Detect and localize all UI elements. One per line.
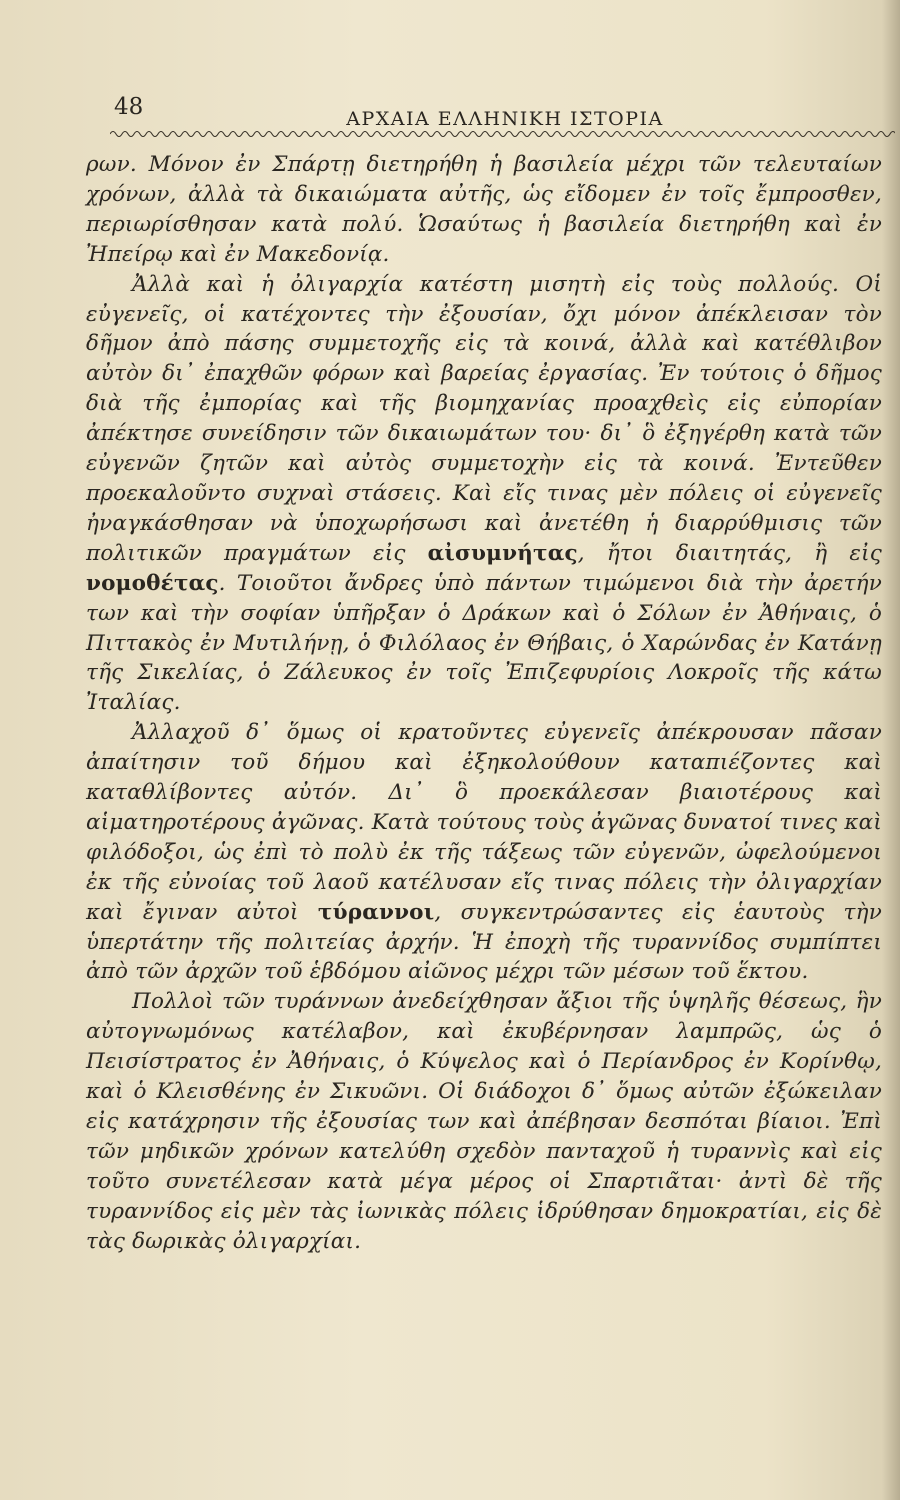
- page-number: 48: [114, 94, 144, 120]
- text-run: , ἤτοι διαιτητάς, ἢ εἰς: [577, 540, 883, 566]
- term-aisymnetes: αἰσυμνήτας: [427, 540, 578, 566]
- running-title: ΑΡΧΑΙΑ ΕΛΛΗΝΙΚΗ ΙΣΤΟΡΙΑ: [346, 108, 664, 130]
- page-edge-shadow: [882, 0, 900, 1500]
- ornamental-wavy-rule: [110, 128, 895, 140]
- paragraph-1: [86, 150, 882, 270]
- text-run: Πολλοὶ τῶν τυράννων ἀνεδείχθησαν ἄξιοι τῆς ὑψηλῆς θέσεως, ἣν αὐτογνωμόνως κατέλαβον, καὶ ἐκυβέρνησαν λαμπρῶς, ὡς ὁ Πεισίστρατος ἐν Ἀθήναις, ὁ Κύψελος καὶ ὁ Περίανδρος ἐν Κορίνθῳ, καὶ ὁ Κλεισθένης ἐν Σικυῶνι. Οἱ διάδοχοι δ᾽ ὅμως αὐτῶν ἐξώκειλαν εἰς κατάχρησιν τῆς ἐξουσίας των καὶ ἀπέβησαν δεσπόται βίαιοι. Ἐπὶ τῶν μηδικῶν χρόνων κατελύθη σχεδὸν πανταχοῦ ἡ τυραννὶς καὶ εἰς τοῦτο συνετέλεσαν κατὰ μέγα μέρος οἱ Σπαρτιᾶται· ἀντὶ δὲ τῆς τυραννίδος εἰς μὲν τὰς ἰωνικὰς πόλεις ἱδρύθησαν δημοκρατίαι, εἰς δὲ τὰς δωρικὰς ὀλιγαρχίαι.: [86, 989, 882, 1254]
- paragraph-2: [86, 270, 882, 719]
- paragraph-3: [86, 718, 882, 987]
- text-run: Ἀλλαχοῦ δ᾽ ὅμως οἱ κρατοῦντες εὐγενεῖς ἀπέκρουσαν πᾶσαν ἀπαίτησιν τοῦ δήμου καὶ ἐξηκολούθουν καταπιέζοντες καὶ καταθλίβοντες αὐτόν. Δι᾽ ὃ προεκάλεσαν βιαιοτέρους καὶ αἱματηροτέρους ἀγῶνας. Κατὰ τούτους τοὺς ἀγῶνας δυνατοί τινες καὶ φιλόδοξοι, ὡς ἐπὶ τὸ πολὺ ἐκ τῆς τάξεως τῶν εὐγενῶν, ὠφελούμενοι ἐκ τῆς εὐνοίας τοῦ λαοῦ κατέλυσαν εἴς τινας πόλεις τὴν ὀλιγαρχίαν καὶ ἔγιναν αὐτοὶ: [86, 720, 882, 925]
- term-nomothetes: νομοθέτας: [86, 570, 219, 596]
- text-run: Ἀλλὰ καὶ ἡ ὀλιγαρχία κατέστη μισητὴ εἰς τοὺς πολλούς. Οἱ εὐγενεῖς, οἱ κατέχοντες τὴν ἐξουσίαν, ὄχι μόνον ἀπέκλεισαν τὸν δῆμον ἀπὸ πάσης συμμετοχῆς εἰς τὰ κοινά, ἀλλὰ καὶ κατέθλιβον αὐτὸν δι᾽ ἐπαχθῶν φόρων καὶ βαρείας ἐργασίας. Ἐν τούτοις ὁ δῆμος διὰ τῆς ἐμπορίας καὶ τῆς βιομηχανίας προαχθεὶς εἰς εὐπορίαν ἀπέκτησε συνείδησιν τῶν δικαιωμάτων του· δι᾽ ὃ ἐξηγέρθη κατὰ τῶν εὐγενῶν ζητῶν καὶ αὐτὸς συμμετοχὴν εἰς τὰ κοινά. Ἐντεῦθεν προεκαλοῦντο συχναὶ στάσεις. Καὶ εἴς τινας μὲν πόλεις οἱ εὐγενεῖς ἠναγκάσθησαν νὰ ὑποχωρήσωσι καὶ ἀνετέθη ἡ διαρρύθμισις τῶν πολιτικῶν πραγμάτων εἰς: [86, 271, 882, 566]
- text-run: ρων. Μόνον ἐν Σπάρτῃ διετηρήθη ἡ βασιλεία μέχρι τῶν τελευταίων χρόνων, ἀλλὰ τὰ δικαιώματα αὐτῆς, ὡς εἴδομεν ἐν τοῖς ἔμπροσθεν, περιωρίσθησαν κατὰ πολύ. Ὡσαύτως ἡ βασιλεία διετηρήθη καὶ ἐν Ἠπείρῳ καὶ ἐν Μακεδονίᾳ.: [86, 152, 882, 267]
- main-text: [86, 150, 882, 1257]
- text-run: . Τοιοῦτοι ἄνδρες ὑπὸ πάντων τιμώμενοι διὰ τὴν ἀρετήν των καὶ τὴν σοφίαν ὑπῆρξαν ὁ Δράκων καὶ ὁ Σόλων ἐν Ἀθήναις, ὁ Πιττακὸς ἐν Μυτιλήνῃ, ὁ Φιλόλαος ἐν Θήβαις, ὁ Χαρώνδας ἐν Κατάνῃ τῆς Σικελίας, ὁ Ζάλευκος ἐν τοῖς Ἐπιζεφυρίοις Λοκροῖς τῆς κάτω Ἰταλίας.: [86, 570, 882, 716]
- text-run: , συγκεντρώσαντες εἰς ἑαυτοὺς τὴν ὑπερτάτην τῆς πολιτείας ἀρχήν. Ἡ ἐποχὴ τῆς τυραννίδος συμπίπτει ἀπὸ τῶν ἀρχῶν τοῦ ἑβδόμου αἰῶνος μέχρι τῶν μέσων τοῦ ἕκτου.: [86, 899, 882, 985]
- term-tyrannoi: τύραννοι: [317, 899, 435, 925]
- paragraph-4: [86, 987, 882, 1256]
